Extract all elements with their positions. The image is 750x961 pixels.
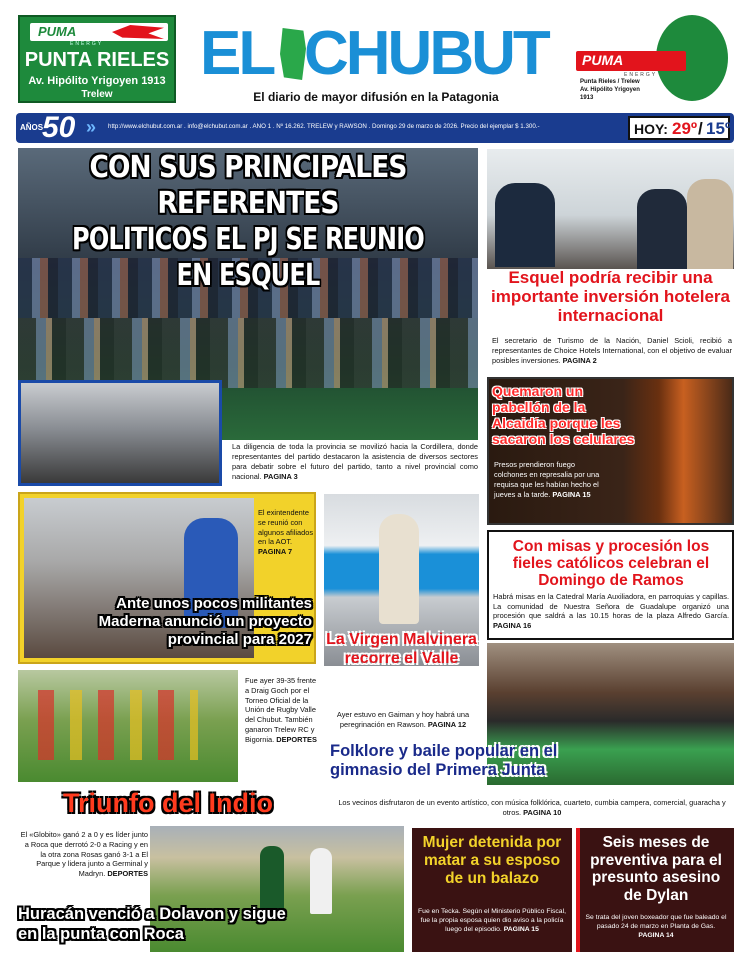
maderna-side bbox=[258, 508, 314, 557]
folklore-body bbox=[330, 798, 734, 818]
left-ad-address: Av. Hipólito Yrigoyen 1913 bbox=[28, 75, 166, 87]
rugby-side-text: Fue ayer 39-35 frente a Draig Goch por el Torneo Oficial de la Unión de Rugby Valle del Chubut. También ganaron Trelew RC y Bigornia. bbox=[245, 676, 317, 744]
virgin-headline: La Virgen Malvinera recorre el Valle bbox=[326, 631, 477, 667]
rugby-headline: Triunfo del Indio bbox=[63, 788, 273, 818]
rugby-side bbox=[245, 676, 317, 745]
murder-body-page: PAGINA 15 bbox=[503, 925, 539, 933]
main-headline bbox=[18, 150, 478, 294]
right-ad[interactable] bbox=[574, 15, 734, 103]
right-ad-line1: Punta Rieles / Trelew bbox=[580, 79, 640, 85]
info-bar bbox=[16, 113, 734, 143]
rugby-side-page: DEPORTES bbox=[276, 734, 317, 744]
murder-body-text: Fue en Tecka. Según el Ministerio Público Fiscal, fue la propia esposa quien dio aviso a la policía luego del episodio. bbox=[418, 908, 566, 933]
chubut-map-icon bbox=[280, 28, 306, 80]
dylan-headline: Seis meses de preventiva para el presunto asesino de Dylan bbox=[590, 834, 722, 904]
masthead-chubut: CHUBUT bbox=[304, 19, 548, 88]
hotel-headline: Esquel podría recibir una importante inversión hotelera internacional bbox=[491, 268, 730, 325]
prison-body-text: Presos prendieron fuego colchones en represalia por una requisa que les habían hecho el jueves a la tarde. bbox=[494, 460, 600, 499]
palm-sunday-body-page: PAGINA 16 bbox=[493, 620, 532, 630]
football-side-page: DEPORTES bbox=[107, 869, 148, 879]
main-inset-photo[interactable] bbox=[18, 380, 222, 486]
right-ad-sub: ENERGY bbox=[624, 72, 658, 78]
palm-sunday-body-text: Habrá misas en la Catedral María Auxiliadora, en parroquias y capillas. La comunidad de Nuestra Señora de Guadalupe organizó una procesión que saldrá a las 10.15 horas de la plaza Alfredo García. bbox=[493, 592, 729, 621]
maderna-headline: Ante unos pocos militantes Maderna anunció un proyecto provincial para 2027 bbox=[98, 595, 312, 648]
murder-body bbox=[418, 908, 566, 934]
main-caption-text: La diligencia de toda la provincia se movilizó hacia la Cordillera, donde representantes del partido destacaron la asistencia de diversos sectores para debatir sobre el futuro del partido, tanto a nivel provincial como nacional. bbox=[232, 442, 478, 481]
left-ad-city: Trelew bbox=[81, 89, 113, 100]
anniv-label: AÑOS bbox=[20, 123, 44, 132]
dylan-body-text: Se trata del joven boxeador que fue baleado el pasado 24 de marzo en Planta de Gas. bbox=[585, 914, 727, 930]
weather-min: 15º bbox=[706, 119, 732, 138]
palm-sunday-body bbox=[493, 592, 729, 630]
main-headline-line2: POLITICOS EL PJ SE REUNIO EN ESQUEL bbox=[72, 222, 424, 293]
anniv-chevrons-icon: » bbox=[86, 117, 97, 137]
football-side-text: El «Globito» ganó 2 a 0 y es líder junto a Roca que derrotó 2-0 a Racing y en la otra zona Rosas ganó 3-1 a El Parque y lidera junto a Germinal y Madryn. bbox=[20, 830, 148, 879]
hotel-body bbox=[492, 336, 732, 366]
main-headline-line1: CON SUS PRINCIPALES REFERENTES bbox=[89, 150, 407, 221]
masthead-el: EL bbox=[200, 19, 274, 88]
anniv-number: 50 bbox=[42, 111, 76, 144]
maderna-side-page: PAGINA 7 bbox=[258, 547, 293, 557]
palm-sunday-headline: Con misas y procesión los fieles católicos celebran el Domingo de Ramos bbox=[512, 538, 710, 589]
left-ad-brand: PUMA bbox=[38, 24, 77, 39]
football-headline: Huracán venció a Dolavon y sigue en la punta con Roca bbox=[18, 905, 286, 943]
hotel-body-text: El secretario de Turismo de la Nación, Daniel Scioli, recibió a representantes de Choice Hotels International, con el objetivo de evaluar posibles inversiones. bbox=[492, 336, 732, 365]
dylan-body-page: PAGINA 14 bbox=[638, 931, 674, 939]
virgin-body bbox=[328, 710, 478, 729]
main-caption-page: PAGINA 3 bbox=[263, 472, 298, 481]
folklore-headline: Folklore y baile popular en el gimnasio del Primera Junta bbox=[330, 742, 558, 779]
hotel-body-page: PAGINA 2 bbox=[562, 356, 597, 365]
prison-headline: Quemaron un pabellón de la Alcaidía porque les sacaron los celulares bbox=[492, 383, 635, 447]
folklore-body-page: PAGINA 10 bbox=[523, 808, 562, 817]
left-ad[interactable] bbox=[18, 15, 176, 103]
right-ad-line2: Av. Hipólito Yrigoyen bbox=[580, 87, 640, 93]
weather-sep: / bbox=[698, 119, 703, 138]
virgin-body-text: Ayer estuvo en Gaiman y hoy habrá una peregrinación en Rawson. bbox=[336, 710, 470, 729]
murder-headline: Mujer detenida por matar a su esposo de un balazo bbox=[422, 834, 562, 887]
weather-label: HOY: bbox=[634, 121, 668, 137]
folklore-body-text: Los vecinos disfrutaron de un evento artístico, con música folklórica, cuarteto, cumbia campera, comercial, guaracha y otros. bbox=[338, 798, 726, 817]
masthead[interactable] bbox=[200, 19, 552, 88]
right-ad-line3: 1913 bbox=[580, 95, 594, 101]
masthead-tagline: El diario de mayor difusión en la Patagonia bbox=[253, 90, 499, 104]
virgin-body-page: PAGINA 12 bbox=[427, 719, 467, 729]
left-ad-sub: ENERGY bbox=[70, 41, 104, 47]
rugby-photo[interactable] bbox=[18, 670, 238, 782]
right-ad-brand: PUMA bbox=[582, 52, 624, 68]
prison-body-page: PAGINA 15 bbox=[552, 490, 591, 499]
info-line: http://www.elchubut.com.ar . info@elchubut.com.ar . AÑO 1 . Nº 16.262. TRELEW y RAWSON . Domingo 29 de marzo de 2026. Precio del ejemplar $ 1.300.- bbox=[108, 123, 540, 130]
maderna-side-text: El exintendente se reunió con algunos afiliados en la AOT. bbox=[258, 508, 314, 547]
main-caption bbox=[232, 442, 478, 482]
football-side bbox=[20, 830, 148, 879]
left-ad-title: PUNTA RIELES bbox=[24, 49, 170, 71]
weather-max: 29º bbox=[672, 119, 698, 138]
weather-box bbox=[628, 116, 730, 140]
hotel-photo[interactable] bbox=[487, 149, 734, 269]
prison-body bbox=[494, 460, 606, 500]
dylan-body bbox=[584, 914, 728, 940]
